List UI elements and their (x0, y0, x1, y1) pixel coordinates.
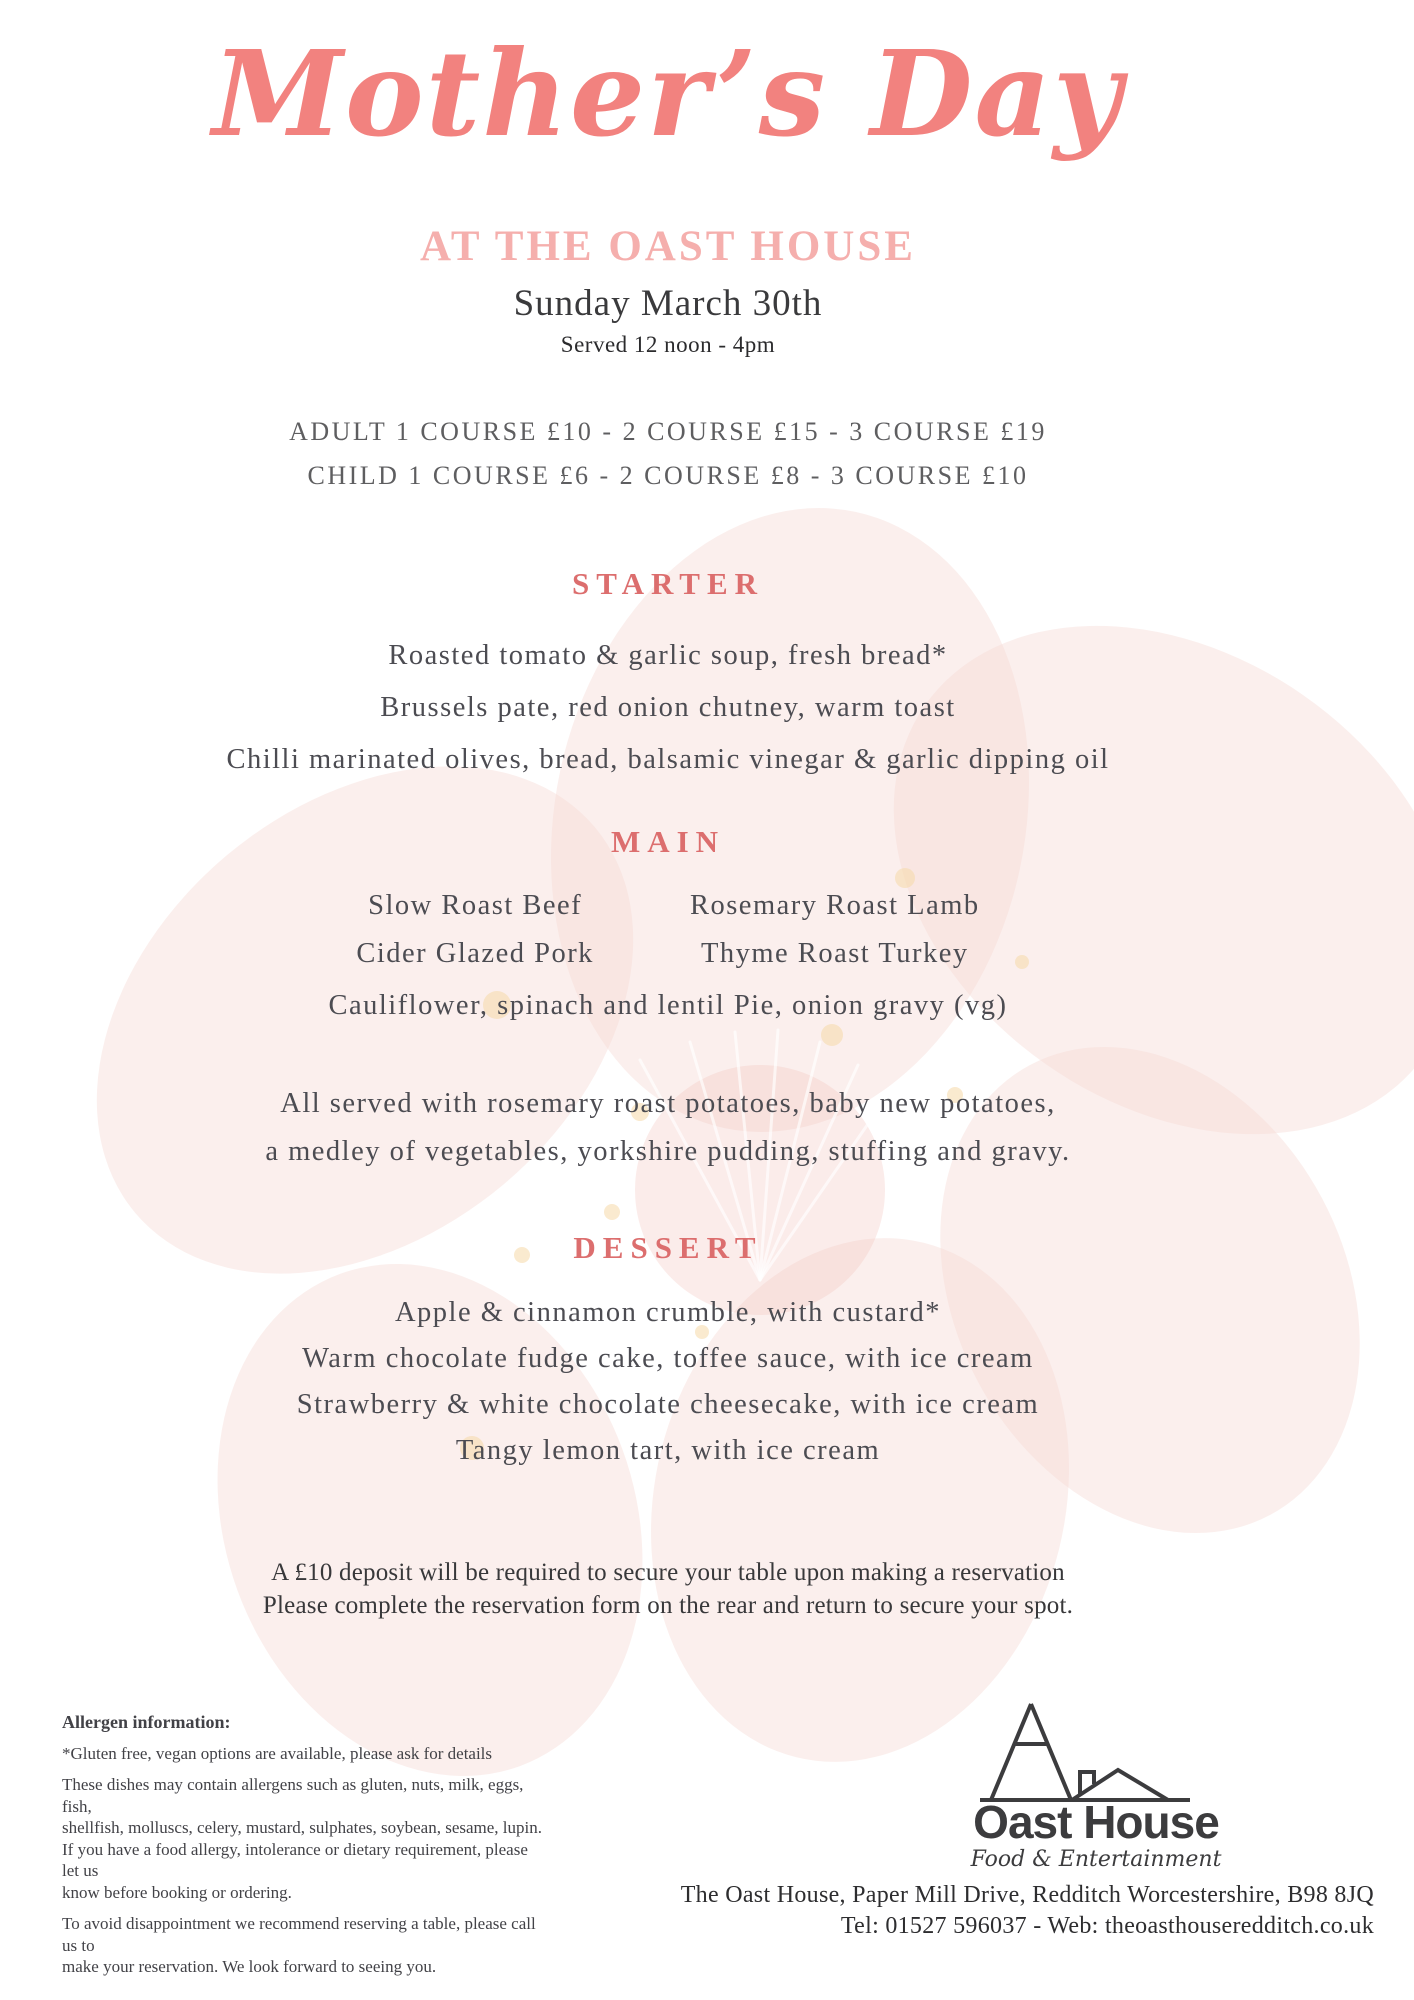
menu-item: Apple & cinnamon crumble, with custard* (394, 1297, 942, 1328)
note-line: a medley of vegetables, yorkshire pudding, stuffing and gravy. (265, 1136, 1071, 1167)
reservation-line: Please complete the reservation form on the rear and return to secure your spot. (262, 1592, 1074, 1619)
page-subtitle: AT THE OAST HOUSE (420, 223, 916, 270)
starter-heading: STARTER (571, 566, 765, 601)
menu-item: Tangy lemon tart, with ice cream (455, 1435, 881, 1466)
allergen-information (62, 1712, 548, 1988)
menu-item: Chilli marinated olives, bread, balsamic vinegar & garlic dipping oil (226, 744, 1110, 775)
child-pricing: CHILD 1 COURSE £6 - 2 COURSE £8 - 3 COURSE £10 (307, 461, 1029, 490)
event-date: Sunday March 30th (513, 283, 823, 324)
starter-items (0, 630, 1336, 786)
main-heading: MAIN (610, 824, 726, 859)
dessert-heading: DESSERT (573, 1230, 763, 1265)
booking-advice (62, 1913, 548, 1978)
reservation-note (0, 1556, 1336, 1622)
note-line: All served with rosemary roast potatoes, baby new potatoes, (280, 1088, 1056, 1119)
pricing-block (0, 410, 1336, 498)
main-roasts-right-column (690, 882, 980, 978)
logo-wordmark: Oast House (973, 1796, 1219, 1848)
menu-item: Rosemary Roast Lamb (689, 890, 980, 921)
allergen-line: If you have a food allergy, intolerance or dietary requirement, please let us (62, 1839, 528, 1880)
booking-line: make your reservation. We look forward to seeing you. (62, 1957, 437, 1976)
menu-item: Slow Roast Beef (368, 890, 583, 921)
reservation-line: A £10 deposit will be required to secure your table upon making a reservation (271, 1559, 1065, 1586)
oast-house-logo-icon (976, 1698, 1216, 1810)
menu-item: Cider Glazed Pork (356, 938, 594, 969)
phone-web-line: Tel: 01527 596037 - Web: theoasthouseredditch.co.uk (840, 1913, 1374, 1939)
oast-house-logo (938, 1698, 1254, 1872)
dessert-items (0, 1290, 1336, 1474)
allergen-title: Allergen information: (62, 1712, 231, 1732)
main-roasts-left-column (356, 882, 594, 978)
page-title: Mother’s Day (212, 24, 1124, 163)
vegan-main-item: Cauliflower, spinach and lentil Pie, onion gravy (vg) (328, 990, 1008, 1021)
logo-tagline: Food & Entertainment (970, 1847, 1222, 1872)
adult-pricing: ADULT 1 COURSE £10 - 2 COURSE £15 - 3 COURSE £19 (289, 417, 1047, 446)
menu-item: Strawberry & white chocolate cheesecake, with ice cream (296, 1389, 1040, 1420)
menu-item: Warm chocolate fudge cake, toffee sauce, with ice cream (302, 1343, 1034, 1374)
booking-line: To avoid disappointment we recommend reserving a table, please call us to (62, 1914, 536, 1955)
allergen-line: These dishes may contain allergens such as gluten, nuts, milk, eggs, fish, (62, 1775, 524, 1816)
serving-hours: Served 12 noon - 4pm (560, 332, 776, 357)
allergen-list (62, 1774, 548, 1903)
address-line: The Oast House, Paper Mill Drive, Redditch Worcestershire, B98 8JQ (680, 1882, 1374, 1908)
main-roasts (0, 882, 1336, 978)
allergen-line: know before booking or ordering. (62, 1882, 292, 1902)
allergen-line: shellfish, molluscs, celery, mustard, sulphates, soybean, sesame, lupin. (62, 1818, 543, 1837)
menu-item: Brussels pate, red onion chutney, warm toast (380, 692, 956, 723)
menu-item: Roasted tomato & garlic soup, fresh bread* (388, 640, 948, 671)
menu-item: Thyme Roast Turkey (700, 938, 969, 969)
gluten-free-note: *Gluten free, vegan options are available, please ask for details (62, 1743, 493, 1763)
contact-details (681, 1880, 1374, 1942)
main-serving-note (0, 1080, 1336, 1176)
